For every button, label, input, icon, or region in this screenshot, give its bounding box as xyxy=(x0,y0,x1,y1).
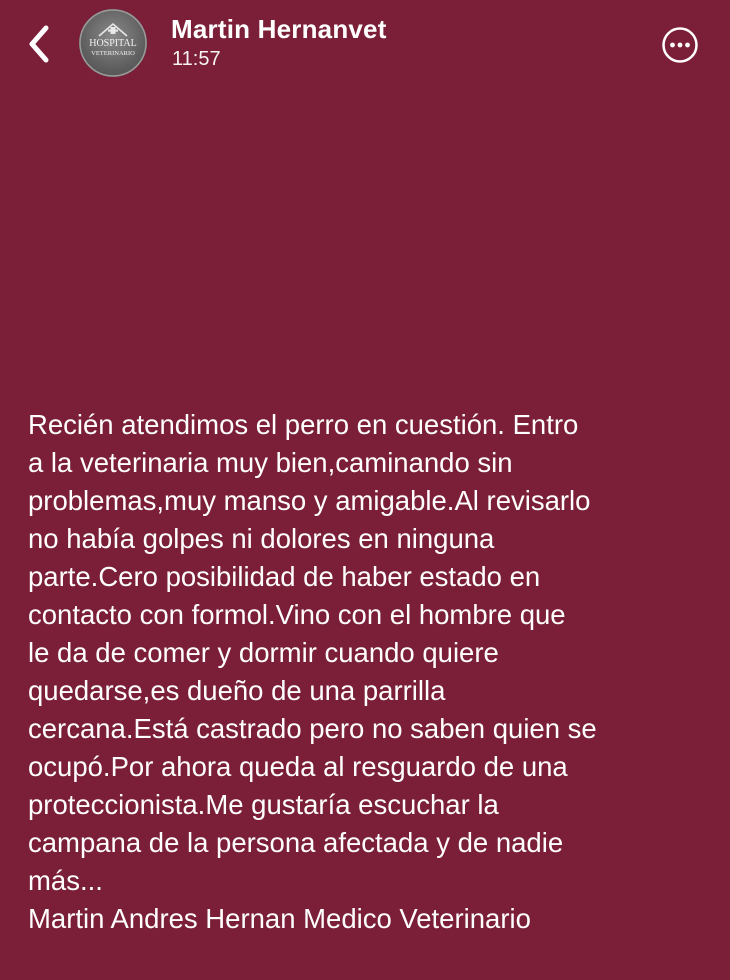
hospital-veterinario-logo xyxy=(79,9,147,77)
post-header xyxy=(0,0,730,90)
chevron-left-icon xyxy=(25,24,53,64)
back-button[interactable] xyxy=(22,22,56,66)
post-text: Recién atendimos el perro en cuestión. Entro a la veterinaria muy bien,caminando sin problemas,muy manso y amigable.Al revisarlo no había golpes ni dolores en ninguna parte.Cero posibilidad de haber estado en contacto con formol.Vino con el hombre que le da de comer y dormir cuando quiere quedarse,es dueño de una parrilla cercana.Está castrado pero no saben quien se ocupó.Por ahora queda al resguardo de una proteccionista.Me gustaría escuchar la campana de la persona afectada y de nadie más... Martin Andres Hernan Medico Veterinario xyxy=(28,409,597,934)
avatar[interactable] xyxy=(79,9,147,77)
more-options-button[interactable] xyxy=(661,26,699,64)
author-name[interactable]: Martin Hernanvet xyxy=(171,14,387,44)
more-horizontal-icon xyxy=(661,26,699,64)
avatar-logo-line1: HOSPITAL xyxy=(89,38,137,49)
post-time[interactable]: 11:57 xyxy=(172,48,221,70)
avatar-logo-line2: VETERINARIO xyxy=(91,50,135,57)
